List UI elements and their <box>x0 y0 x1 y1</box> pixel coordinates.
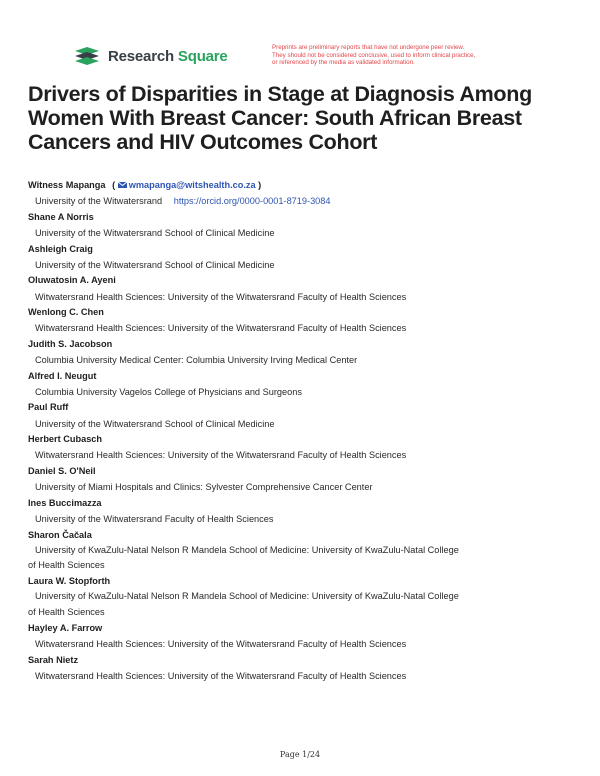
author-affiliation: University of the Witwatersrand Faculty of Health Sciences <box>35 514 274 524</box>
author-name: Ashleigh Craig <box>28 243 93 254</box>
author-entry <box>28 654 576 686</box>
author-name: Paul Ruff <box>28 402 69 413</box>
author-entry <box>28 497 576 529</box>
author-name: Herbert Cubasch <box>28 434 103 445</box>
title-line: Women With Breast Cancer: South African Breast <box>28 106 522 130</box>
author-entry <box>28 179 576 211</box>
corresponding-close-paren: ) <box>258 180 262 190</box>
author-entry <box>28 622 576 654</box>
author-affiliation: Witwatersrand Health Sciences: University of the Witwatersrand Faculty of Health Sciences <box>35 670 407 681</box>
author-entry <box>28 338 576 370</box>
author-name: Sharon Čačala <box>28 529 92 540</box>
corresponding-email-link[interactable]: wmapanga@witshealth.co.za <box>128 180 256 190</box>
logo-word-research: Research <box>108 47 174 65</box>
affiliation-text-continued: of Health Sciences <box>28 607 105 618</box>
author-affiliation: Witwatersrand Health Sciences: University of the Witwatersrand Faculty of Health Sciences <box>35 638 407 649</box>
author-affiliation: University of the Witwatersrand School of Clinical Medicine <box>35 418 275 429</box>
affiliation-text: University of KwaZulu-Natal Nelson R Mandela School of Medicine: University of KwaZulu-Natal College <box>35 544 459 555</box>
author-affiliation: Witwatersrand Health Sciences: University of the Witwatersrand Faculty of Health Sciences <box>35 323 407 334</box>
author-affiliation: Columbia University Medical Center: Columbia University Irving Medical Center <box>35 355 358 366</box>
author-name <box>28 179 576 192</box>
disclaimer-line: They should not be considered conclusive, used to inform clinical practice, <box>272 51 476 59</box>
author-entry <box>28 575 576 622</box>
affiliation-text: University of the Witwatersrand <box>35 196 163 207</box>
author-name: Hayley A. Farrow <box>28 622 103 633</box>
author-entry <box>28 465 576 497</box>
author-entry <box>28 274 576 306</box>
author-entry <box>28 306 576 338</box>
research-square-logo-icon <box>73 46 101 66</box>
page-header <box>0 0 600 80</box>
logo-word-square: Square <box>177 47 228 65</box>
author-name-text: Witness Mapanga <box>28 180 106 190</box>
author-affiliation: University of the Witwatersrand School of Clinical Medicine <box>35 259 275 270</box>
author-name: Ines Buccimazza <box>28 497 102 508</box>
affiliation-text: University of KwaZulu-Natal Nelson R Mandela School of Medicine: University of KwaZulu-Natal College <box>35 591 459 602</box>
author-affiliation: University of the Witwatersrand School of Clinical Medicine <box>35 227 275 238</box>
author-entry <box>28 370 576 402</box>
author-affiliation <box>28 588 576 621</box>
disclaimer-line: Preprints are preliminary reports that have not undergone peer review. <box>272 44 465 51</box>
author-affiliation: University of Miami Hospitals and Clinics: Sylvester Comprehensive Cancer Center <box>35 482 373 493</box>
author-affiliation: Columbia University Vagelos College of Physicians and Surgeons <box>35 386 302 397</box>
author-name: Daniel S. O'Neil <box>28 466 96 477</box>
title-line: Cancers and HIV Outcomes Cohort <box>28 130 378 154</box>
author-name: Shane A Norris <box>28 211 94 222</box>
author-entry <box>28 529 576 576</box>
author-affiliation <box>28 542 576 575</box>
author-affiliation <box>28 192 576 211</box>
author-name: Wenlong C. Chen <box>28 307 104 318</box>
orcid-link[interactable]: https://orcid.org/0000-0001-8719-3084 <box>173 196 331 207</box>
title-line: Drivers of Disparities in Stage at Diagnosis Among <box>28 82 532 106</box>
author-name: Judith S. Jacobson <box>28 338 113 349</box>
envelope-icon <box>118 182 127 188</box>
author-entry <box>28 401 576 433</box>
research-square-logo[interactable] <box>73 46 228 66</box>
author-name: Oluwatosin A. Ayeni <box>28 275 116 286</box>
affiliation-text-continued: of Health Sciences <box>28 560 105 571</box>
corresponding-open-paren: ( <box>112 180 116 190</box>
author-entry <box>28 243 576 275</box>
paper-title <box>28 82 573 154</box>
preprint-disclaimer <box>272 44 572 67</box>
author-affiliation: Witwatersrand Health Sciences: University of the Witwatersrand Faculty of Health Sciences <box>35 291 407 302</box>
author-affiliation: Witwatersrand Health Sciences: University of the Witwatersrand Faculty of Health Sciences <box>35 450 407 461</box>
author-name: Laura W. Stopforth <box>28 576 111 587</box>
author-entry <box>28 433 576 465</box>
author-name: Sarah Nietz <box>28 654 79 665</box>
author-list <box>28 179 576 685</box>
author-entry <box>28 211 576 243</box>
author-name: Alfred I. Neugut <box>28 370 97 381</box>
disclaimer-line: or referenced by the media as validated information. <box>272 59 415 67</box>
logo-wordmark <box>108 48 228 65</box>
page-number: Page 1/24 <box>279 750 321 759</box>
